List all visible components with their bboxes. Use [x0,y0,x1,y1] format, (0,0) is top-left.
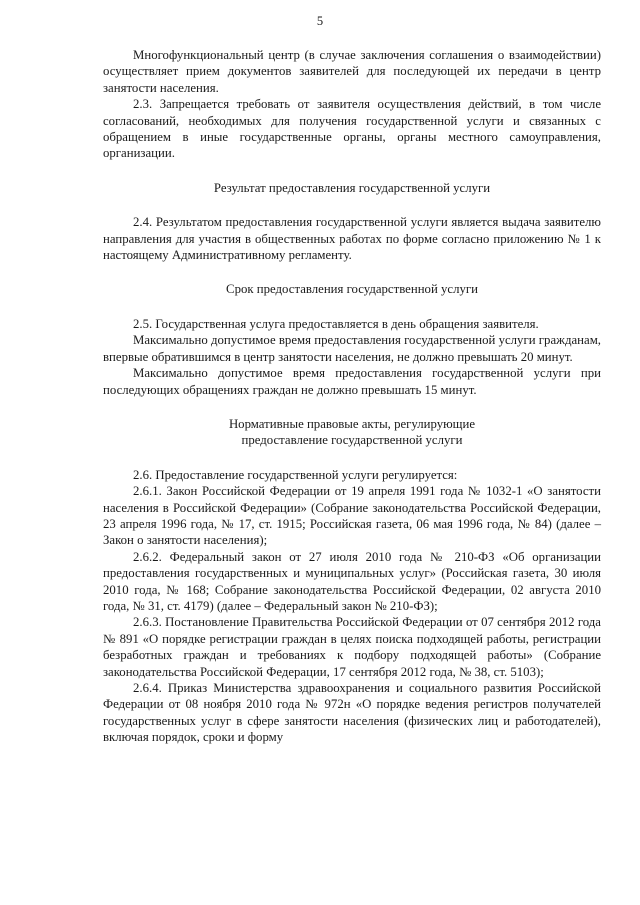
paragraph-max-time-subsequent: Максимально допустимое время предоставления государственной услуги при последующих обращениях граждан не должно превышать 15 минут. [103,366,601,397]
paragraph-max-time-first: Максимально допустимое время предоставления государственной услуги гражданам, впервые обратившимся в центр занятости населения, не должно превышать 20 минут. [103,333,601,364]
heading-legal-acts [103,416,601,449]
heading-legal-acts-line-2: предоставление государственной услуги [241,433,463,448]
paragraph-2-6-2: 2.6.2. Федеральный закон от 27 июля 2010 года № 210-ФЗ «Об организации предоставления государственных и муниципальных услуг» (Российская газета, 30 июля 2010 года, № 168; Собрание законодательства Российской Федерации, 02 августа 2010 года, № 31, ст. 4179) (далее – Федеральный закон № 210-ФЗ); [103,549,601,613]
paragraph-2-6-4: 2.6.4. Приказ Министерства здравоохранения и социального развития Российской Федерации от 08 ноября 2010 года № 972н «О порядке ведения регистров получателей государственных услуг в сфере занятости населения (физических лиц и работодателей), включая порядок, сроки и форму [103,681,601,745]
paragraph-mfc-acceptance: Многофункциональный центр (в случае заключения соглашения о взаимодействии) осуществляет прием документов заявителей для последующей их передачи в центр занятости населения. [103,48,601,95]
heading-legal-acts-line-1: Нормативные правовые акты, регулирующие [228,416,476,431]
paragraph-2-6-3: 2.6.3. Постановление Правительства Российской Федерации от 07 сентября 2012 года № 891 «О порядке регистрации граждан в целях поиска подходящей работы, регистрации безработных граждан и требованиях к подбору подходящей работы» (Собрание законодательства Российской Федерации, 17 сентября 2012 года, № 38, ст. 5103); [103,615,601,679]
paragraph-2-6: 2.6. Предоставление государственной услуги регулируется: [133,467,458,482]
paragraph-2-3: 2.3. Запрещается требовать от заявителя осуществления действий, в том числе согласований, необходимых для получения государственной услуги и связанных с обращением в иные государственные органы, органы местного самоуправления, организации. [103,97,601,161]
document-body [103,47,601,746]
paragraph-2-5: 2.5. Государственная услуга предоставляется в день обращения заявителя. [133,316,539,331]
heading-service-term: Срок предоставления государственной услуги [226,282,478,297]
heading-service-result: Результат предоставления государственной услуги [213,180,491,195]
page-number: 5 [316,14,324,28]
paragraph-2-4: 2.4. Результатом предоставления государственной услуги является выдача заявителю направления для участия в общественных работах по форме согласно приложению № 1 к настоящему Административному регламенту. [103,215,601,263]
paragraph-2-6-1: 2.6.1. Закон Российской Федерации от 19 апреля 1991 года № 1032-1 «О занятости населения в Российской Федерации» (Собрание законодательства Российской Федерации, 23 апреля 1996 года, № 17, ст. 1915; Российская газета, 06 мая 1996 года, № 84) (далее – Закон о занятости населения); [103,484,601,548]
